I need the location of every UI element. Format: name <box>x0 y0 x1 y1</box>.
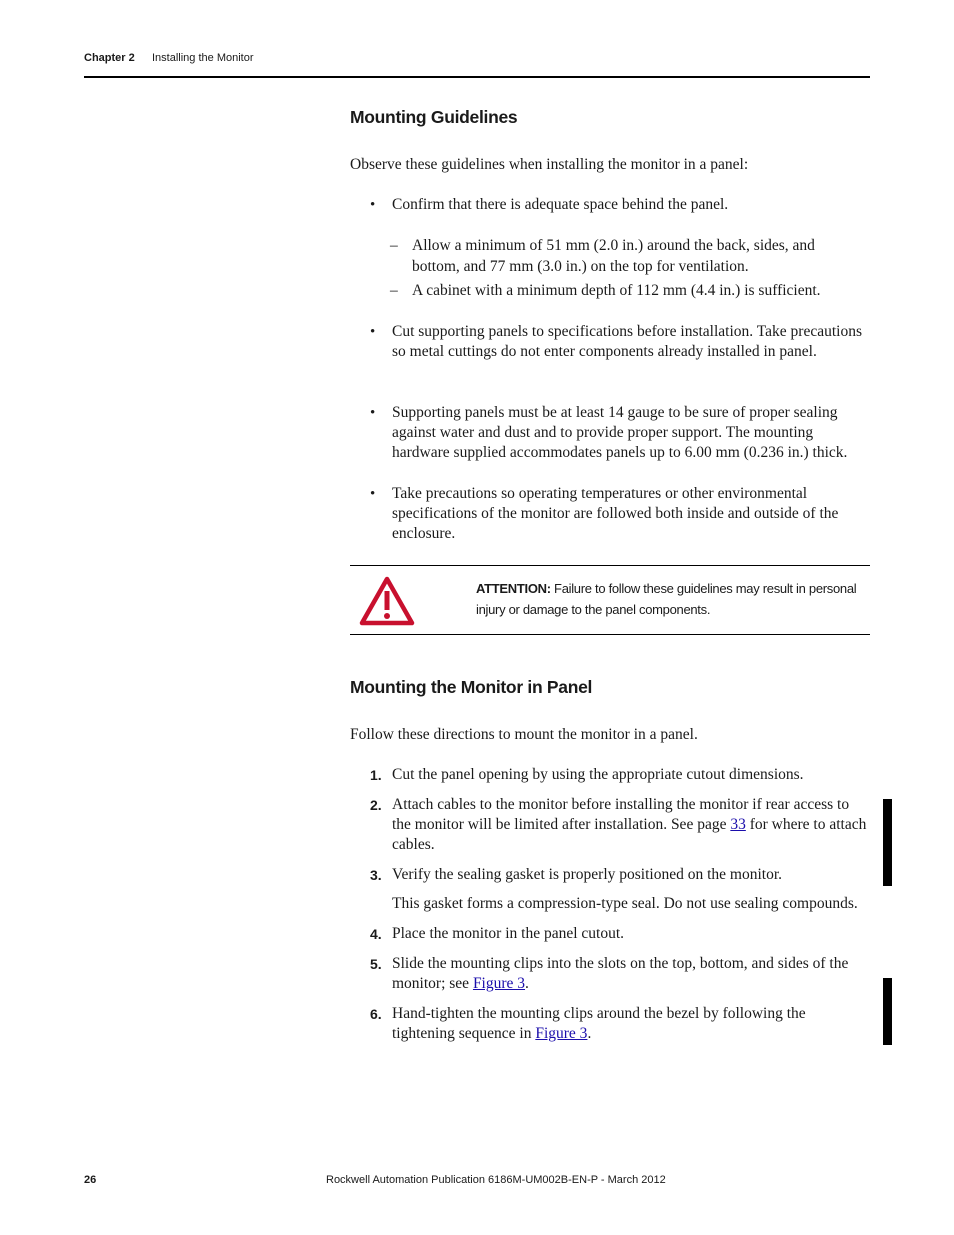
bullet-icon: • <box>370 405 376 421</box>
change-bar <box>883 799 892 886</box>
attention-box <box>350 565 870 635</box>
section-intro: Follow these directions to mount the monitor in a panel. <box>350 726 698 743</box>
page-link[interactable]: 33 <box>730 816 746 833</box>
page-number: 26 <box>84 1174 97 1186</box>
attention-label: ATTENTION: <box>476 581 551 596</box>
page-header <box>84 52 870 78</box>
chapter-label: Chapter 2 <box>84 52 135 64</box>
figure-link[interactable]: Figure 3 <box>535 1025 588 1042</box>
bullet-icon: • <box>370 486 376 502</box>
section-intro: Observe these guidelines when installing the monitor in a panel: <box>350 156 749 173</box>
publication-info: Rockwell Automation Publication 6186M-UM002B-EN-P - March 2012 <box>326 1174 666 1186</box>
chapter-title: Installing the Monitor <box>152 52 254 64</box>
bullet-icon: • <box>370 197 376 213</box>
change-bar <box>883 978 892 1045</box>
step-note: This gasket forms a compression-type seal. Do not use sealing compounds. <box>392 895 858 912</box>
warning-triangle-icon <box>359 576 415 626</box>
figure-link[interactable]: Figure 3 <box>472 975 526 992</box>
attention-text: ATTENTION: Failure to follow these guidelines may result in personal injury or damage to the panel components. <box>476 581 857 617</box>
bullet-icon: • <box>370 324 376 340</box>
section-heading-mounting-in-panel: Mounting the Monitor in Panel <box>350 677 593 697</box>
section-heading-mounting-guidelines: Mounting Guidelines <box>350 107 518 127</box>
dash-icon: – <box>390 282 398 299</box>
dash-icon: – <box>390 237 398 254</box>
